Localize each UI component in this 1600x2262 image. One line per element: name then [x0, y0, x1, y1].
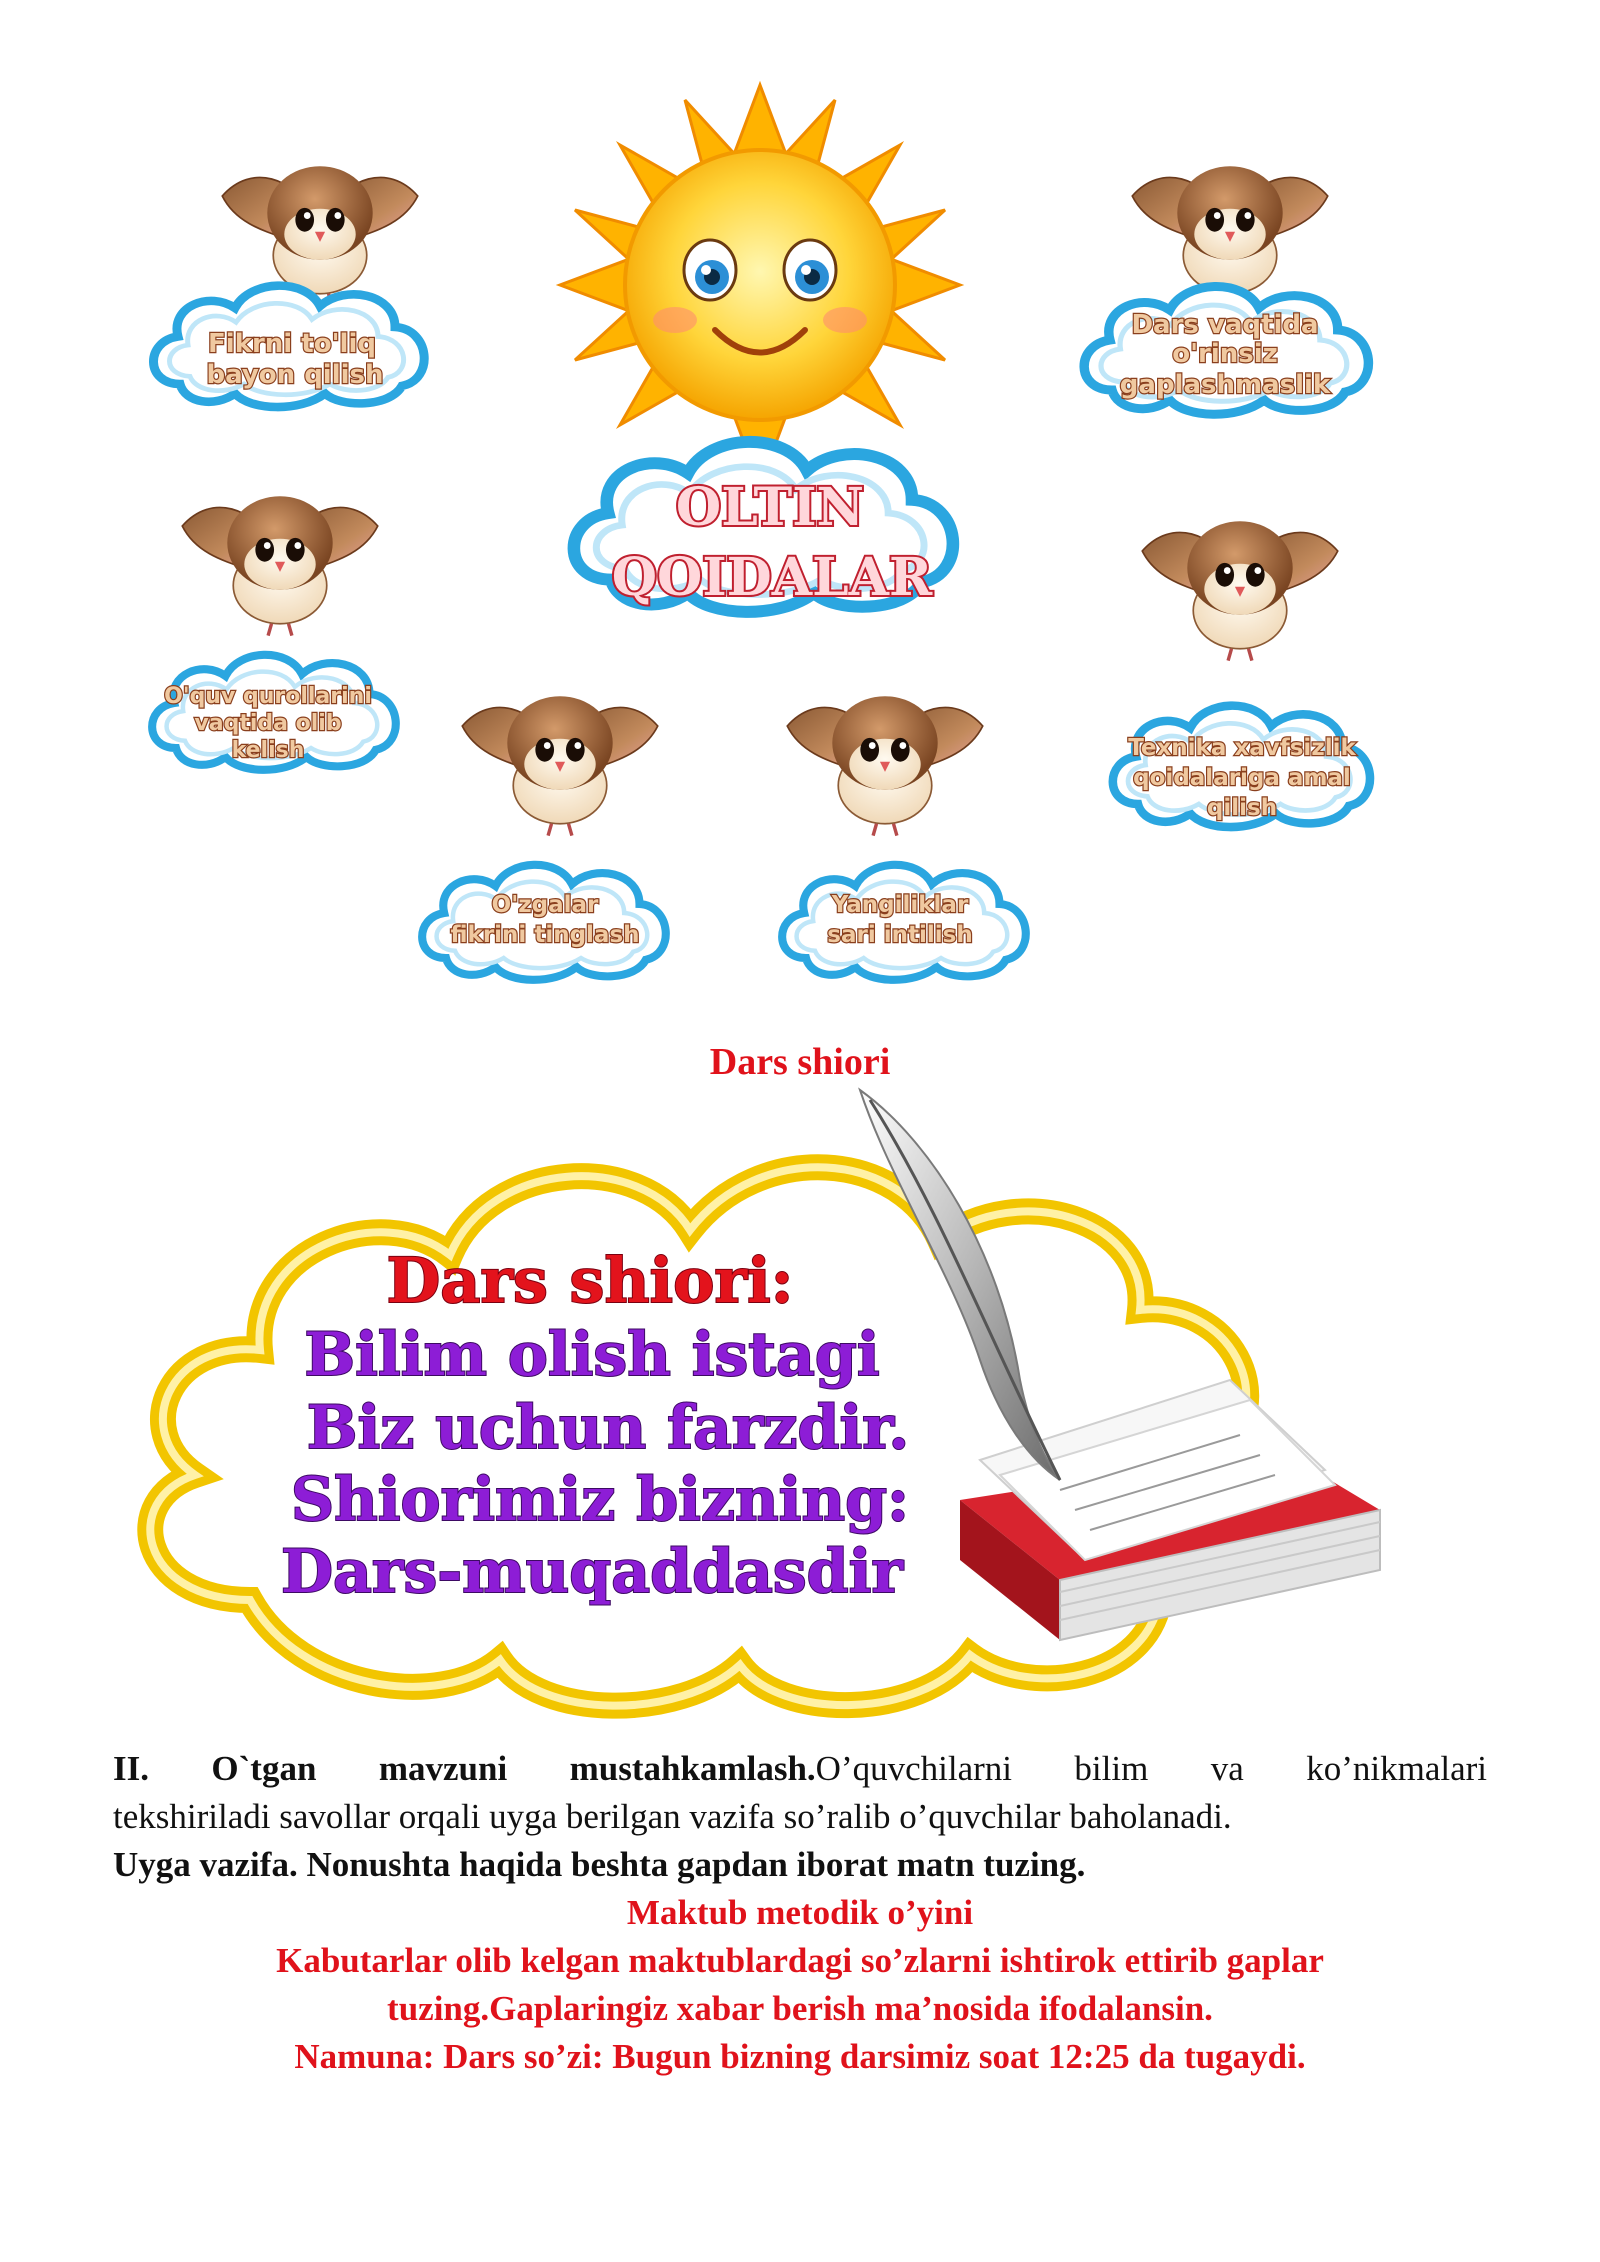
rule-4-line-1: Texnika xavfsizlik — [1128, 735, 1356, 761]
section-paragraph-line-1 — [113, 1745, 1487, 1793]
poster-title-line1: OLTIN — [675, 477, 865, 538]
rule-3-line-2: vaqtida olib — [194, 711, 342, 736]
game-text-line-2: tuzing.Gaplaringiz xabar berish ma’nosida ifodalansin. — [387, 1989, 1213, 2028]
bird-icon — [1142, 521, 1338, 660]
homework — [113, 1841, 1487, 1889]
bird-icon — [222, 166, 418, 305]
section-heading: II. O`tgan mavzuni mustahkamlash. — [113, 1749, 816, 1788]
poster-title-line2: QOIDALAR — [611, 547, 933, 608]
rule-5-line-1: O'zgalar — [491, 892, 599, 918]
section-paragraph-line-2: tekshiriladi savollar orqali uyga berilgan vazifa so’ralib o’quvchilar baholanadi. — [113, 1797, 1232, 1836]
caption: Dars shiori — [709, 1041, 891, 1083]
rule-2-line-2: o'rinsiz — [1172, 339, 1278, 369]
rule-1-line-2: bayon qilish — [206, 360, 384, 390]
motto-line-4: Dars-muqaddasdir — [280, 1537, 904, 1607]
section-para-first: O’quvchilarni bilim va ko’nikmalari — [815, 1749, 1487, 1788]
rule-6-line-1: Yangiliklar — [831, 892, 969, 918]
homework-text: Uyga vazifa. Nonushta haqida beshta gapdan iborat matn tuzing. — [113, 1845, 1086, 1884]
game-title: Maktub metodik o’yini — [626, 1893, 974, 1932]
rule-4-line-3: qilish — [1206, 795, 1278, 821]
motto-line-1: Bilim olish istagi — [304, 1320, 880, 1390]
motto-line-2: Biz uchun farzdir. — [306, 1393, 910, 1463]
rule-5-line-2: fikrini tinglash — [450, 922, 640, 948]
rule-3-line-1: O'quv qurollarini — [164, 684, 372, 709]
golden-rules-poster — [0, 0, 1600, 1020]
rule-2-line-3: gaplashmaslik — [1119, 370, 1331, 400]
rule-6-line-2: sari intilish — [827, 922, 973, 948]
bird-icon — [182, 496, 378, 635]
sun-icon — [560, 85, 960, 485]
bird-icon — [787, 696, 983, 835]
example: Namuna: Dars so’zi: Bugun bizning darsimiz soat 12:25 da tugaydi. — [294, 2037, 1306, 2076]
motto-line-3: Shiorimiz bizning: — [290, 1465, 910, 1535]
game-text-line-1: Kabutarlar olib kelgan maktublardagi so’zlarni ishtirok ettirib gaplar — [276, 1941, 1324, 1980]
rule-2-line-1: Dars vaqtida — [1131, 310, 1319, 340]
rule-3-line-3: kelish — [231, 738, 305, 763]
rule-4-line-2: qoidalariga amal — [1133, 765, 1351, 791]
bird-icon — [462, 696, 658, 835]
motto-cloud — [100, 1080, 1500, 1730]
rule-1-line-1: Fikrni to'liq — [208, 329, 376, 359]
lesson-text — [113, 1745, 1487, 2081]
motto-heading: Dars shiori: — [386, 1244, 794, 1317]
